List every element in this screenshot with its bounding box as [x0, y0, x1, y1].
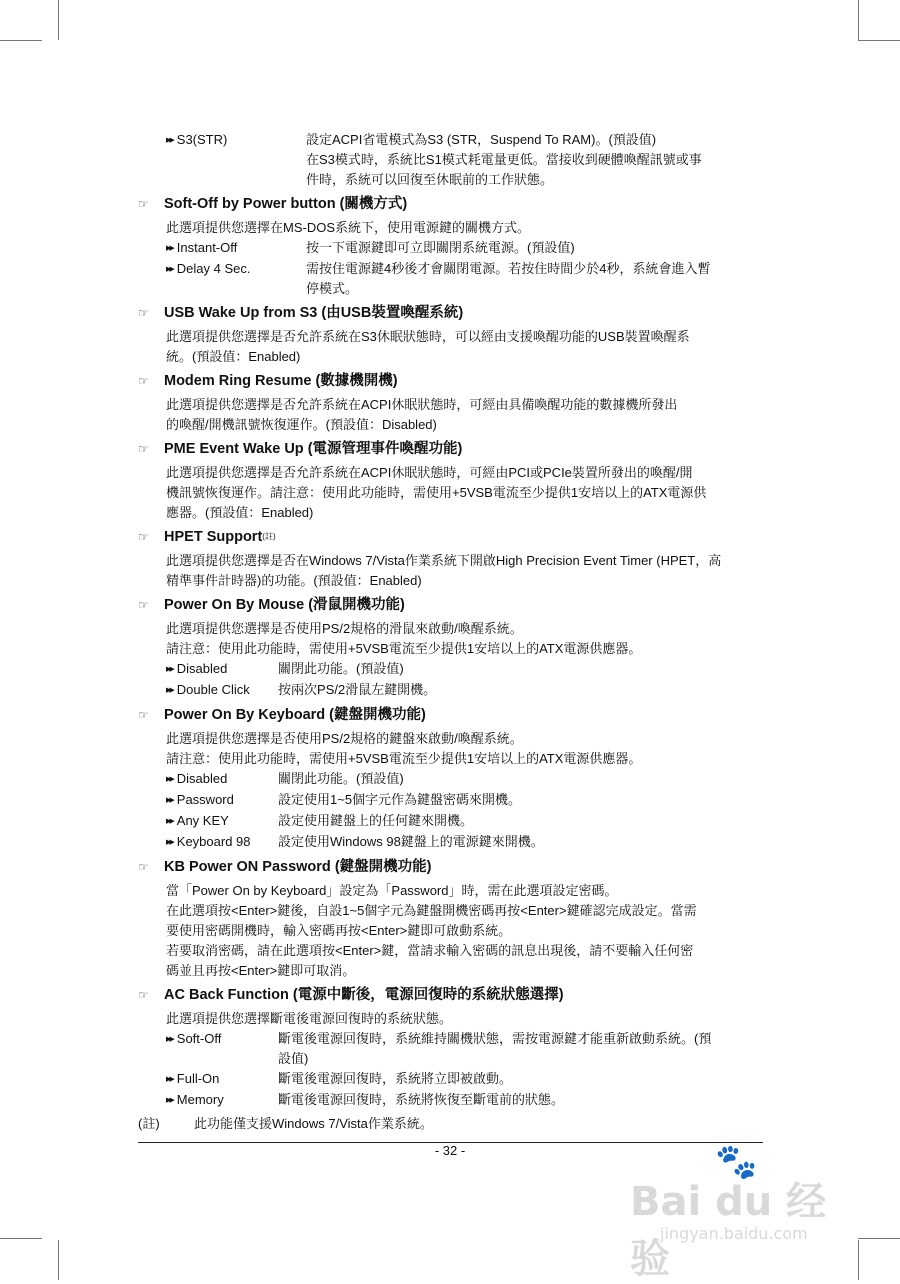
pointing-hand-icon: ☞	[138, 708, 149, 722]
section-heading	[138, 985, 764, 1005]
option-disabled	[138, 769, 764, 790]
watermark-url: jingyan.baidu.com	[660, 1224, 808, 1243]
pointing-hand-icon: ☞	[138, 988, 149, 1002]
para-line: 精準事件計時器)的功能。(預設值：Enabled)	[166, 573, 422, 588]
heading-text: PME Event Wake Up (電源管理事件喚醒功能)	[164, 441, 463, 457]
paragraph	[138, 551, 764, 591]
option-description	[278, 1090, 764, 1111]
option-name: ▶▶ Full-On	[166, 1069, 278, 1090]
desc-line: 在S3模式時，系統比S1模式耗電量更低。當接收到硬體喚醒訊號或事	[306, 152, 702, 167]
section-heading	[138, 595, 764, 615]
heading-text: KB Power ON Password (鍵盤開機功能)	[164, 859, 432, 875]
para-line: 請注意：使用此功能時，需使用+5VSB電流至少提供1安培以上的ATX電源供應器。	[166, 641, 642, 656]
crop-mark	[0, 40, 42, 41]
heading-text: AC Back Function (電源中斷後，電源回復時的系統狀態選擇)	[164, 987, 564, 1003]
option-password	[138, 790, 764, 811]
watermark-brand: Bai du 经验	[630, 1179, 827, 1282]
option-full-on	[138, 1069, 764, 1090]
option-name: ▶▶ Memory	[166, 1090, 278, 1111]
desc-line: 停模式。	[306, 281, 359, 296]
section-heading	[138, 371, 764, 391]
section-heading	[138, 705, 764, 725]
crop-mark	[858, 40, 900, 41]
pointing-hand-icon: ☞	[138, 442, 149, 456]
para-line: 此選項提供您選擇是否使用PS/2規格的鍵盤來啟動/喚醒系統。	[166, 731, 523, 746]
page-number: - 32 -	[434, 1143, 466, 1158]
para-line: 要使用密碼開機時，輸入密碼再按<Enter>鍵即可啟動系統。	[166, 923, 512, 938]
para-line: 此選項提供您選擇是否允許系統在S3休眠狀態時，可以經由支援喚醒功能的USB裝置喚醒系	[166, 329, 690, 344]
option-name: ▶▶ Soft-Off	[166, 1029, 278, 1069]
pointing-hand-icon: ☞	[138, 306, 149, 320]
para-line: 機訊號恢復運作。請注意：使用此功能時，需使用+5VSB電流至少提供1安培以上的ATX電源供	[166, 485, 707, 500]
pointing-hand-icon: ☞	[138, 374, 149, 388]
footnote-mark: (註)	[138, 1116, 160, 1131]
watermark	[630, 1138, 860, 1282]
desc-line: 設定ACPI省電模式為S3 (STR，Suspend To RAM)。(預設值)	[306, 132, 657, 147]
crop-mark	[58, 0, 59, 40]
desc-line: 設值)	[278, 1051, 309, 1066]
desc-line: 斷電後電源回復時，系統將恢復至斷電前的狀態。	[278, 1092, 565, 1107]
option-name: ▶▶ Disabled	[166, 659, 278, 680]
section-heading	[138, 194, 764, 214]
desc-line: 需按住電源鍵4秒後才會關閉電源。若按住時間少於4秒，系統會進入暫	[306, 261, 711, 276]
heading-text: Modem Ring Resume (數據機開機)	[164, 373, 398, 389]
pointing-hand-icon: ☞	[138, 530, 149, 544]
option-description: 關閉此功能。(預設值)	[278, 661, 404, 676]
option-instant-off	[138, 238, 764, 259]
option-name: ▶▶ Instant-Off	[166, 238, 306, 259]
para-line: 此選項提供您選擇是否在Windows 7/Vista作業系統下開啟High Precision Event Timer (HPET，高	[166, 553, 722, 568]
option-description	[278, 1069, 764, 1090]
footnote-marker: (註)	[262, 532, 276, 541]
option-name: ▶▶ S3(STR)	[166, 130, 306, 190]
para-line: 若要取消密碼，請在此選項按<Enter>鍵，當請求輸入密碼的訊息出現後，請不要輸入任何密	[166, 943, 694, 958]
option-name: ▶▶ Double Click	[166, 680, 278, 701]
option-description: 設定使用Windows 98鍵盤上的電源鍵來開機。	[278, 834, 544, 849]
section-heading	[138, 303, 764, 323]
option-description	[306, 259, 764, 299]
option-name: ▶▶ Disabled	[166, 769, 278, 790]
para-line: 的喚醒/開機訊號恢復運作。(預設值：Disabled)	[166, 417, 437, 432]
paragraph	[138, 729, 764, 769]
desc-line: 按一下電源鍵即可立即關閉系統電源。(預設值)	[306, 240, 575, 255]
heading-text: USB Wake Up from S3 (由USB裝置喚醒系統)	[164, 305, 464, 321]
paragraph	[138, 881, 764, 981]
heading-text: Soft-Off by Power button (關機方式)	[164, 196, 408, 212]
paragraph	[138, 619, 764, 659]
option-any-key	[138, 811, 764, 832]
option-description: 設定使用鍵盤上的任何鍵來開機。	[278, 813, 474, 828]
crop-mark	[858, 1238, 900, 1239]
paragraph: 此選項提供您選擇斷電後電源回復時的系統狀態。	[166, 1011, 453, 1026]
desc-line: 斷電後電源回復時，系統將立即被啟動。	[278, 1071, 513, 1086]
option-keyboard-98	[138, 832, 764, 853]
option-description	[306, 238, 764, 259]
para-line: 應器。(預設值：Enabled)	[166, 505, 314, 520]
option-description: 按兩次PS/2滑鼠左鍵開機。	[278, 682, 437, 697]
para-line: 請注意：使用此功能時，需使用+5VSB電流至少提供1安培以上的ATX電源供應器。	[166, 751, 642, 766]
pointing-hand-icon: ☞	[138, 598, 149, 612]
footnote	[138, 1114, 764, 1134]
pointing-hand-icon: ☞	[138, 197, 149, 211]
desc-line: 斷電後電源回復時，系統維持關機狀態，需按電源鍵才能重新啟動系統。(預	[278, 1031, 712, 1046]
option-soft-off	[138, 1029, 764, 1069]
crop-mark	[0, 1238, 42, 1239]
option-name: ▶▶ Delay 4 Sec.	[166, 259, 306, 299]
section-heading	[138, 439, 764, 459]
para-line: 當「Power On by Keyboard」設定為「Password」時，需在此選項設定密碼。	[166, 883, 618, 898]
manual-page-content	[138, 130, 764, 1134]
option-description	[278, 1029, 764, 1069]
option-disabled	[138, 659, 764, 680]
section-heading	[138, 527, 764, 547]
para-line: 碼並且再按<Enter>鍵即可取消。	[166, 963, 356, 978]
option-memory	[138, 1090, 764, 1111]
crop-mark	[58, 1240, 59, 1280]
heading-text: Power On By Mouse (滑鼠開機功能)	[164, 597, 405, 613]
option-double-click	[138, 680, 764, 701]
paragraph	[138, 463, 764, 523]
option-description	[306, 130, 764, 190]
footnote-text: 此功能僅支援Windows 7/Vista作業系統。	[194, 1116, 433, 1131]
paragraph	[138, 327, 764, 367]
para-line: 此選項提供您選擇是否允許系統在ACPI休眠狀態時，可經由具備喚醒功能的數據機所發出	[166, 397, 678, 412]
para-line: 在此選項按<Enter>鍵後，自設1~5個字元為鍵盤開機密碼再按<Enter>鍵確認完成設定。當需	[166, 903, 697, 918]
pointing-hand-icon: ☞	[138, 860, 149, 874]
desc-line: 件時，系統可以回復至休眠前的工作狀態。	[306, 172, 554, 187]
option-description: 關閉此功能。(預設值)	[278, 771, 404, 786]
para-line: 此選項提供您選擇是否使用PS/2規格的滑鼠來啟動/喚醒系統。	[166, 621, 523, 636]
option-description: 設定使用1~5個字元作為鍵盤密碼來開機。	[278, 792, 522, 807]
option-s3str	[138, 130, 764, 190]
section-heading	[138, 857, 764, 877]
para-line: 統。(預設值：Enabled)	[166, 349, 301, 364]
paragraph	[138, 395, 764, 435]
option-name: ▶▶ Keyboard 98	[166, 832, 278, 853]
heading-text: HPET Support	[164, 529, 263, 545]
paragraph: 此選項提供您選擇在MS-DOS系統下，使用電源鍵的關機方式。	[166, 220, 531, 235]
option-delay-4-sec	[138, 259, 764, 299]
option-name: ▶▶ Password	[166, 790, 278, 811]
option-name: ▶▶ Any KEY	[166, 811, 278, 832]
heading-text: Power On By Keyboard (鍵盤開機功能)	[164, 707, 426, 723]
crop-mark	[858, 0, 859, 40]
paw-print-icon: 🐾	[715, 1142, 758, 1182]
para-line: 此選項提供您選擇是否允許系統在ACPI休眠狀態時，可經由PCI或PCIe裝置所發出的喚醒/開	[166, 465, 693, 480]
